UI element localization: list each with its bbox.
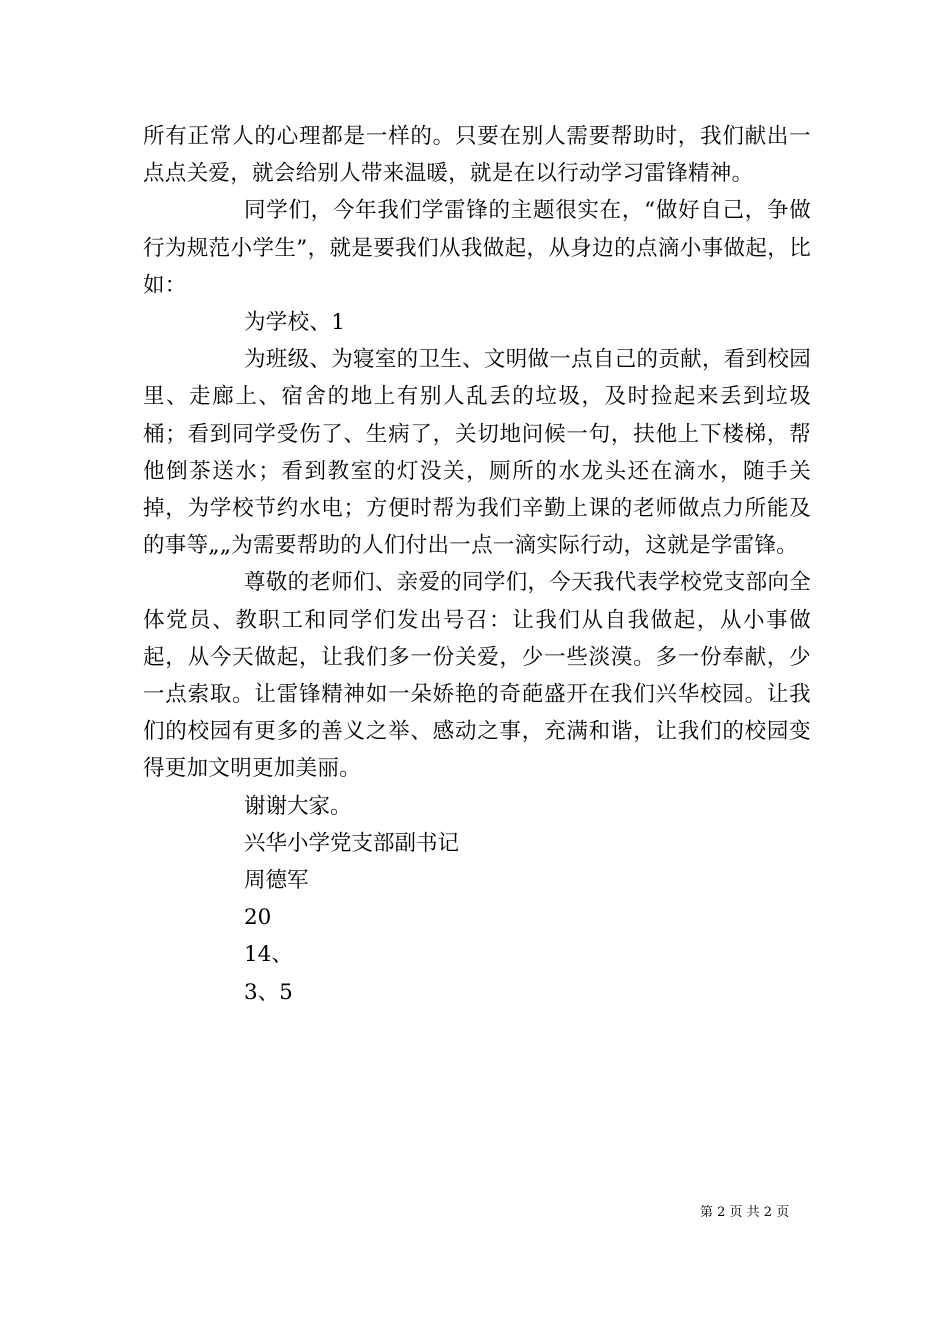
date-part-year-1: 20 (244, 905, 272, 931)
paragraph-continued: 所有正常人的心理都是一样的。只要在别人需要帮助时，我们献出一点点关爱，就会给别人带来温暖，就是在以行动学习雷锋精神。 (143, 124, 811, 187)
date-part-year-2: 14、 (244, 942, 293, 968)
closing-thanks: 谢谢大家。 (244, 793, 352, 819)
signature-title: 兴华小学党支部副书记 (244, 830, 460, 856)
paragraph-examples: 为班级、为寝室的卫生、文明做一点自己的贡献，看到校园里、走廊上、宿舍的地上有别人乱丢的垃圾，及时捡起来丢到垃圾桶；看到同学受伤了、生病了，关切地问候一句，扶他上下楼梯，帮他倒茶送水；看到教室的灯没关，厕所的水龙头还在滴水，随手关掉，为学校节约水电；方便时帮为我们辛勤上课的老师做点力所能及的事等„„为需要帮助的人们付出一点一滴实际行动，这就是学雷锋。 (143, 347, 811, 559)
document-body (143, 118, 811, 1011)
page-number-footer: 第 2 页 共 2 页 (700, 1205, 790, 1220)
paragraph-heading-school: 为学校、1 (244, 310, 346, 336)
paragraph-call-to-action: 尊敬的老师们、亲爱的同学们，今天我代表学校党支部向全体党员、教职工和同学们发出号召：让我们从自我做起，从小事做起，从今天做起，让我们多一份关爱，少一些淡漠。多一份奉献，少一点索取。让雷锋精神如一朵娇艳的奇葩盛开在我们兴华校园。让我们的校园有更多的善义之举、感动之事，充满和谐，让我们的校园变得更加文明更加美丽。 (143, 570, 811, 782)
paragraph-theme: 同学们，今年我们学雷锋的主题很实在，“做好自己，争做行为规范小学生”，就是要我们从我做起，从身边的点滴小事做起，比如： (143, 198, 811, 298)
date-part-month-day: 3、5 (244, 979, 293, 1005)
signature-name: 周德军 (244, 868, 309, 894)
